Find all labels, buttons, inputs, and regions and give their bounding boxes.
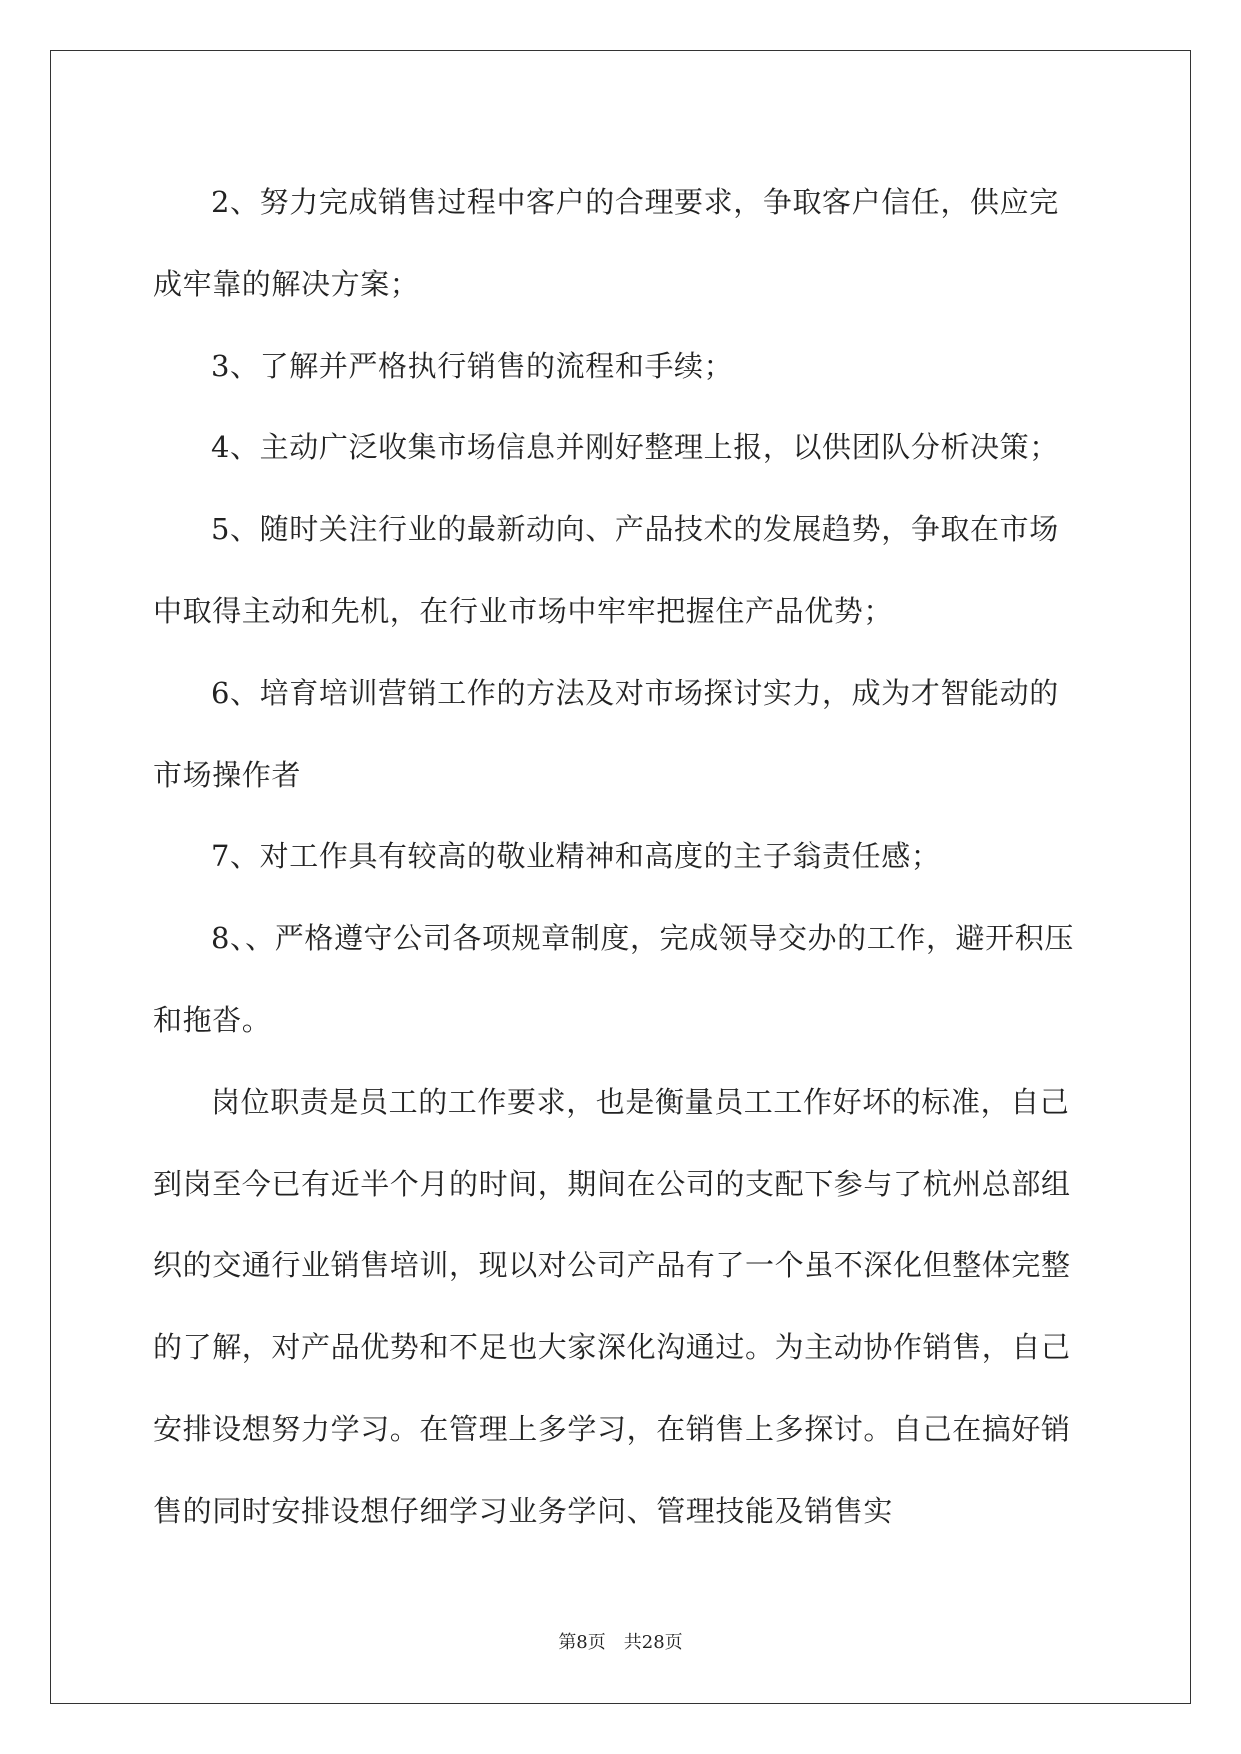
paragraph-item-6: 6、培育培训营销工作的方法及对市场探讨实力，成为才智能动的市场操作者: [153, 675, 1059, 792]
document-body: [153, 162, 1088, 1553]
paragraph-item-5: 5、随时关注行业的最新动向、产品技术的发展趋势，争取在市场中取得主动和先机，在行业市场中牢牢把握住产品优势；: [153, 512, 1059, 628]
total-page-count: 共28页: [623, 1632, 683, 1653]
page-footer: [0, 1628, 1241, 1654]
paragraph-item-7: 7、对工作具有较高的敬业精神和高度的主子翁责任感；: [211, 839, 941, 874]
paragraph-job-duties: 岗位职责是员工的工作要求，也是衡量员工工作好坏的标准，自己到岗至今已有近半个月的时间，期间在公司的支配下参与了杭州总部组织的交通行业销售培训，现以对公司产品有了一个虽不深化但整体完整的了解，对产品优势和不足也大家深化沟通过。为主动协作销售，自己安排设想努力学习。在管理上多学习，在销售上多探讨。自己在搞好销售的同时安排设想仔细学习业务学问、管理技能及销售实: [153, 1084, 1071, 1528]
paragraph-item-2: 2、努力完成销售过程中客户的合理要求，争取客户信任，供应完成牢靠的解决方案；: [153, 185, 1059, 301]
paragraph-item-8: 8、、严格遵守公司各项规章制度，完成领导交办的工作，避开积压和拖沓。: [153, 921, 1074, 1037]
current-page-number: 第8页: [558, 1632, 606, 1653]
paragraph-item-4: 4、主动广泛收集市场信息并刚好整理上报，以供团队分析决策；: [211, 430, 1059, 465]
paragraph-item-3: 3、了解并严格执行销售的流程和手续；: [211, 348, 734, 383]
